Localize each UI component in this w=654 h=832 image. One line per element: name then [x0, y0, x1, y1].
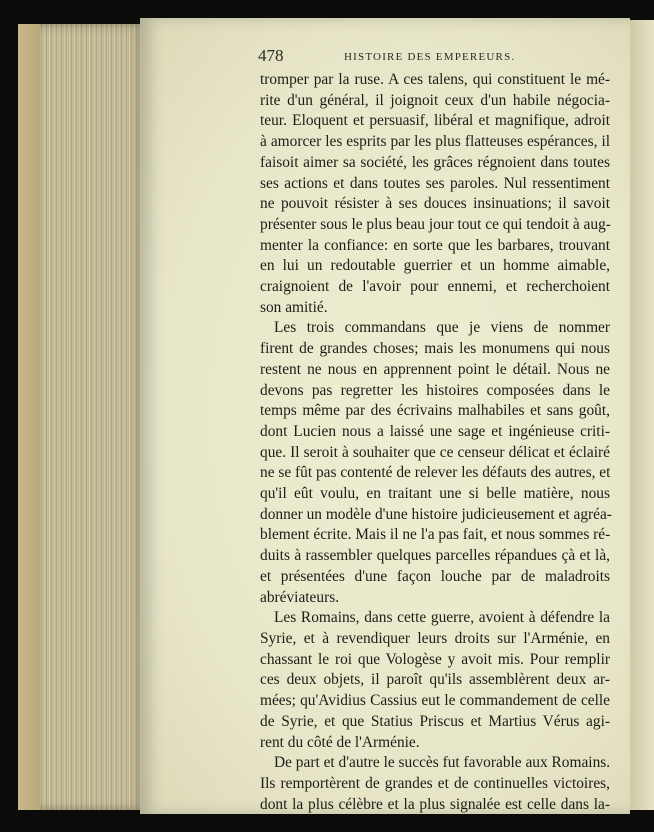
text-line: qu'il eût voulu, en traitant une si belle matière, nous: [260, 485, 610, 503]
text-line: restent ne nous en apprennent point le détail. Nous ne: [260, 360, 610, 378]
text-line: son amitié.: [260, 298, 328, 316]
text-line: Les trois commandans que je viens de nommer: [274, 319, 610, 337]
text-line: chassant le roi que Vologèse y avoit mis. Pour remplir: [260, 650, 610, 668]
text-line: blement écrite. Mais il ne l'a pas fait, et nous sommes ré-: [260, 526, 611, 544]
text-line: mées; qu'Avidius Cassius eut le commandement de celle: [260, 692, 610, 710]
paragraph-1: [260, 70, 610, 318]
text-line: Ils remportèrent de grandes et de continuelles victoires,: [260, 774, 610, 792]
text-line: temps même par des écrivains malhabiles et sans goût,: [260, 402, 610, 420]
text-line: tromper par la ruse. A ces talens, qui constituent le mé-: [260, 71, 610, 88]
paragraph-4: [260, 753, 610, 815]
text-line: et présentées d'une façon louche par de maladroits: [260, 567, 610, 585]
text-line: à amorcer les esprits par les plus flatteuses espérances, il: [260, 133, 610, 151]
text-line: dont la plus célèbre et la plus signalée est celle dans la-: [260, 795, 610, 813]
page-header: [258, 46, 614, 68]
text-line: Syrie, et à revendiquer leurs droits sur l'Arménie, en: [260, 629, 610, 647]
paragraph-3: [260, 608, 610, 753]
text-line: craignoient de l'avoir pour ennemi, et recherchoient: [260, 278, 610, 296]
text-line: ses actions et dans toutes ses paroles. Nul ressentiment: [260, 174, 610, 192]
text-line: rent du côté de l'Arménie.: [260, 733, 420, 751]
text-line: Les Romains, dans cette guerre, avoient à défendre la: [274, 609, 610, 627]
facing-page-edge: [630, 20, 654, 810]
paragraph-2: [260, 318, 610, 608]
text-line: rite d'un général, il joignoit ceux d'un habile négocia-: [260, 91, 610, 109]
text-line: ces deux objets, il paroît qu'ils assemblèrent deux ar-: [260, 671, 610, 689]
text-line: devons pas regretter les histoires composées dans le: [260, 381, 610, 399]
text-line: dont Lucien nous a laissé une sage et ingénieuse criti-: [260, 422, 610, 440]
text-line: De part et d'autre le succès fut favorable aux Romains.: [274, 754, 611, 772]
text-line: de Syrie, et que Statius Priscus et Martius Vérus agi-: [260, 712, 610, 730]
text-line: teur. Eloquent et persuasif, libéral et magnifique, adroit: [260, 112, 610, 130]
running-head: HISTOIRE DES EMPEREURS.: [344, 51, 516, 63]
text-line: que. Il seroit à souhaiter que ce censeur délicat et éclairé: [260, 443, 610, 461]
page-number: 478: [258, 46, 284, 65]
text-line: faisoit aimer sa société, les grâces régnoient dans toutes: [260, 153, 610, 171]
text-line: duits à rassembler quelques parcelles répandues çà et là,: [260, 547, 610, 565]
text-line: présenter sous le plus beau jour tout ce qui tendoit à aug-: [260, 215, 611, 233]
book-page-edges: [18, 24, 146, 810]
text-line: en lui un redoutable guerrier et un homme aimable,: [260, 257, 610, 275]
text-line: donner un modèle d'une histoire judicieusement et agréa-: [260, 505, 612, 523]
text-line: abréviateurs.: [260, 588, 340, 606]
text-line: ne pouvoit résister à ses douces insinuations; il savoit: [260, 195, 610, 213]
body-text: [260, 70, 610, 815]
text-line: ne se fût pas contenté de relever les défauts des autres, et: [260, 464, 611, 482]
text-line: menter la confiance: en sorte que les barbares, trouvant: [260, 236, 610, 254]
text-line: firent de grandes choses; mais les monumens qui nous: [260, 340, 610, 358]
